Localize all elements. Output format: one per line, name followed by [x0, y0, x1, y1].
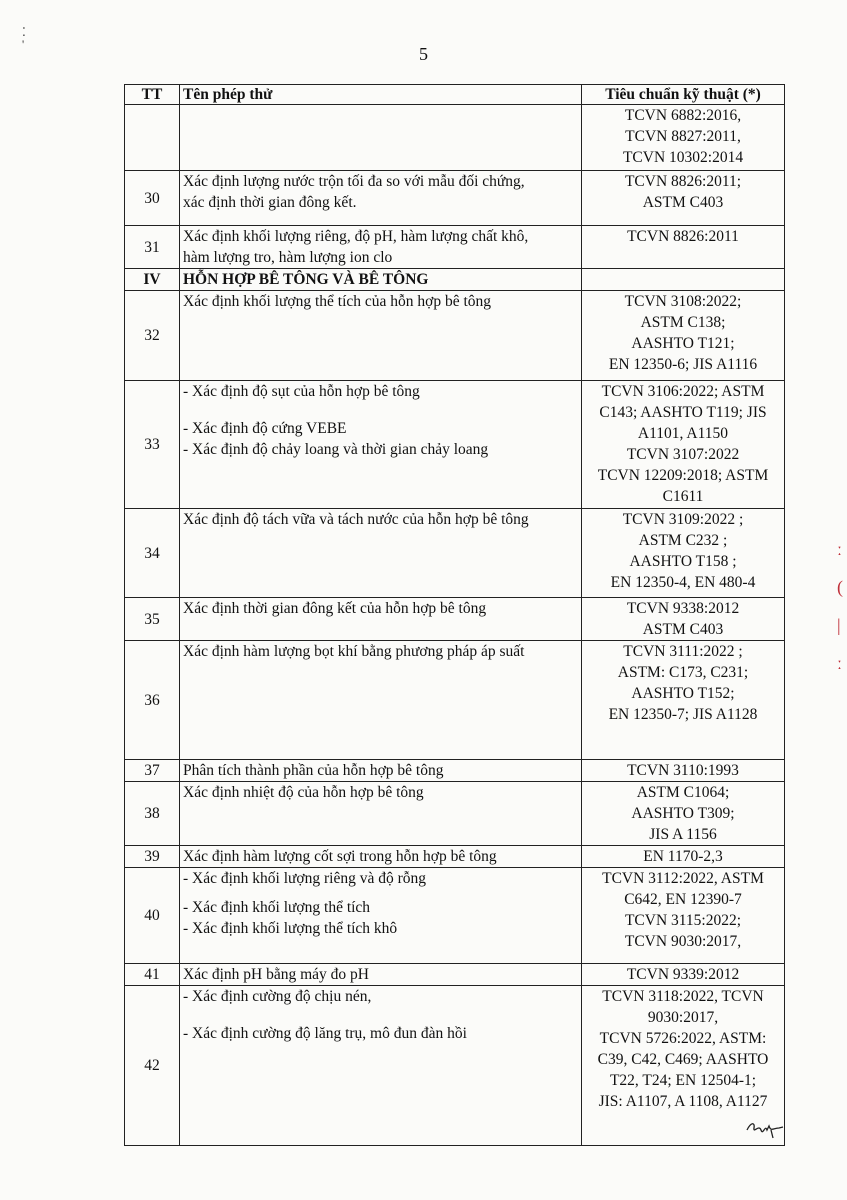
standard-line: TCVN 8826:2011 [627, 228, 739, 245]
standard-line: ASTM C138; [640, 314, 726, 331]
test-name-line: Xác định hàm lượng bọt khí bằng phương pháp áp suất [183, 643, 525, 660]
header-tt: TT [125, 85, 180, 105]
test-name-line: Xác định khối lượng riêng, độ pH, hàm lượng chất khô, [183, 228, 529, 245]
standard-line: TCVN 8826:2011; [624, 173, 742, 190]
standard-cell [582, 105, 785, 171]
standard-cell [582, 509, 785, 598]
row-number: 33 [125, 381, 180, 509]
standard-line: TCVN 9339:2012 [626, 966, 740, 983]
header-standard: Tiêu chuẩn kỹ thuật (*) [582, 85, 785, 105]
standard-line: AASHTO T121; [631, 335, 735, 352]
table-row [125, 105, 785, 171]
standard-line: ASTM C232 ; [638, 532, 728, 549]
test-name-cell [180, 509, 582, 598]
test-name-cell [180, 760, 582, 782]
test-name-line: - Xác định khối lượng riêng và độ rỗng [183, 870, 427, 887]
test-name-cell [180, 291, 582, 381]
test-name-line [183, 410, 578, 418]
table-row [125, 291, 785, 381]
test-name-cell [180, 986, 582, 1146]
test-name-line [183, 105, 578, 113]
row-number: 30 [125, 171, 180, 226]
standard-line: TCVN 3110:1993 [627, 762, 739, 779]
test-name-line: - Xác định độ cứng VEBE [183, 420, 347, 437]
standard-line: TCVN 9338:2012 [626, 600, 740, 617]
standard-line: EN 1170-2,3 [643, 848, 723, 865]
standard-line: TCVN 10302:2014 [622, 149, 744, 166]
standard-line: TCVN 9030:2017, [624, 933, 742, 950]
test-name-line [183, 402, 578, 410]
row-number: 37 [125, 760, 180, 782]
margin-marks: ⁚ ' [22, 25, 26, 51]
test-name-line: Xác định hàm lượng cốt sợi trong hỗn hợp bê tông [183, 848, 497, 865]
standard-line: TCVN 8827:2011, [625, 128, 741, 145]
standard-line: TCVN 3115:2022; [624, 912, 742, 929]
standard-line: TCVN 3109:2022 ; [622, 511, 744, 528]
table-row [125, 868, 785, 964]
test-name-cell [180, 171, 582, 226]
standard-line: TCVN 3108:2022; [624, 293, 742, 310]
table-row [125, 986, 785, 1146]
row-number: 42 [125, 986, 180, 1146]
row-number: 34 [125, 509, 180, 598]
row-number [125, 105, 180, 171]
standard-line: C642, EN 12390-7 [624, 891, 742, 908]
table-row [125, 171, 785, 226]
section-row [125, 269, 785, 291]
standard-line: AASHTO T152; [631, 685, 735, 702]
standard-line: EN 12350-4, EN 480-4 [610, 574, 756, 591]
test-name-line: HỖN HỢP BÊ TÔNG VÀ BÊ TÔNG [183, 271, 429, 288]
table-row [125, 964, 785, 986]
standard-line: TCVN 5726:2022, ASTM: [599, 1030, 767, 1047]
standard-cell [582, 291, 785, 381]
test-name-line: Xác định lượng nước trộn tối đa so với mẫu đối chứng, [183, 173, 525, 190]
test-name-line: - Xác định cường độ lăng trụ, mô đun đàn hồi [183, 1025, 467, 1042]
table-header-row [125, 85, 785, 105]
row-number: 32 [125, 291, 180, 381]
standard-cell [582, 868, 785, 964]
table-row [125, 760, 785, 782]
standard-cell [582, 641, 785, 760]
standard-cell [582, 760, 785, 782]
initials-signature [745, 1118, 785, 1140]
standard-line: JIS: A1107, A 1108, A1127 [598, 1093, 768, 1110]
standard-line: ASTM: C173, C231; [617, 664, 749, 681]
standard-line: ASTM C403 [642, 621, 724, 638]
standard-line: 9030:2017, [647, 1009, 719, 1026]
standard-line: EN 12350-7; JIS A1128 [608, 706, 758, 723]
test-name-line: - Xác định khối lượng thể tích khô [183, 920, 398, 937]
test-name-cell [180, 381, 582, 509]
standard-cell [582, 269, 785, 291]
standard-line: A1101, A1150 [637, 425, 729, 442]
table-row [125, 846, 785, 868]
test-standards-table [124, 84, 785, 1146]
standard-cell [582, 226, 785, 269]
test-name-line: Xác định khối lượng thể tích của hỗn hợp bê tông [183, 293, 492, 310]
test-name-cell [180, 105, 582, 171]
standard-cell [582, 846, 785, 868]
test-name-cell [180, 598, 582, 641]
row-number: 35 [125, 598, 180, 641]
test-name-line: Xác định độ tách vữa và tách nước của hỗn hợp bê tông [183, 511, 529, 528]
standard-line: AASHTO T309; [631, 805, 735, 822]
table-row [125, 381, 785, 509]
row-number: 38 [125, 782, 180, 846]
test-name-line: - Xác định khối lượng thể tích [183, 899, 371, 916]
standard-line: C1611 [662, 488, 704, 505]
standard-cell [582, 171, 785, 226]
test-name-line: - Xác định độ chảy loang và thời gian chảy loang [183, 441, 489, 458]
table-row [125, 782, 785, 846]
test-name-line: Xác định pH bằng máy đo pH [183, 966, 369, 983]
standard-line: ASTM C1064; [636, 784, 730, 801]
standard-line: C39, C42, C469; AASHTO [597, 1051, 769, 1068]
standard-line: TCVN 3107:2022 [626, 446, 740, 463]
test-name-line: xác định thời gian đông kết. [183, 194, 357, 211]
standard-line: T22, T24; EN 12504-1; [609, 1072, 757, 1089]
header-test-name: Tên phép thử [180, 85, 582, 105]
test-name-cell [180, 846, 582, 868]
table-row [125, 598, 785, 641]
page-number: 5 [419, 44, 428, 64]
test-name-line: Xác định thời gian đông kết của hỗn hợp bê tông [183, 600, 487, 617]
table-row [125, 509, 785, 598]
test-name-line [183, 1015, 578, 1023]
row-number: 41 [125, 964, 180, 986]
standard-cell [582, 381, 785, 509]
standard-line: C143; AASHTO T119; JIS [599, 404, 767, 421]
test-name-cell [180, 868, 582, 964]
test-name-line: Xác định nhiệt độ của hỗn hợp bê tông [183, 784, 424, 801]
standard-cell [582, 782, 785, 846]
test-name-cell [180, 782, 582, 846]
standard-line: TCVN 3106:2022; ASTM [601, 383, 765, 400]
standard-cell [582, 598, 785, 641]
standard-line: ASTM C403 [642, 194, 724, 211]
standard-line: JIS A 1156 [649, 826, 717, 843]
table-body [125, 105, 785, 1146]
test-name-cell [180, 226, 582, 269]
table-row [125, 226, 785, 269]
row-number: 36 [125, 641, 180, 760]
test-name-line: - Xác định cường độ chịu nén, [183, 988, 372, 1005]
test-name-cell [180, 641, 582, 760]
standard-line: AASHTO T158 ; [629, 553, 737, 570]
row-number: IV [125, 269, 180, 291]
test-name-line: - Xác định độ sụt của hỗn hợp bê tông [183, 383, 420, 400]
standard-line: TCVN 6882:2016, [624, 107, 742, 124]
test-name-line: Phân tích thành phần của hỗn hợp bê tông [183, 762, 444, 779]
standard-line: TCVN 12209:2018; ASTM [597, 467, 769, 484]
test-name-line [183, 1007, 578, 1015]
test-name-line [183, 889, 578, 897]
row-number: 39 [125, 846, 180, 868]
red-stamp-fragment: ː ( | ː [837, 539, 843, 673]
standard-line: TCVN 3111:2022 ; [623, 643, 743, 660]
standard-line: TCVN 3118:2022, TCVN [602, 988, 764, 1005]
standard-line: TCVN 3112:2022, ASTM [602, 870, 764, 887]
test-name-line: hàm lượng tro, hàm lượng ion clo [183, 249, 393, 266]
row-number: 31 [125, 226, 180, 269]
test-name-cell [180, 269, 582, 291]
table-row [125, 641, 785, 760]
standard-cell [582, 964, 785, 986]
test-name-cell [180, 964, 582, 986]
row-number: 40 [125, 868, 180, 964]
standard-line: EN 12350-6; JIS A1116 [608, 356, 758, 373]
